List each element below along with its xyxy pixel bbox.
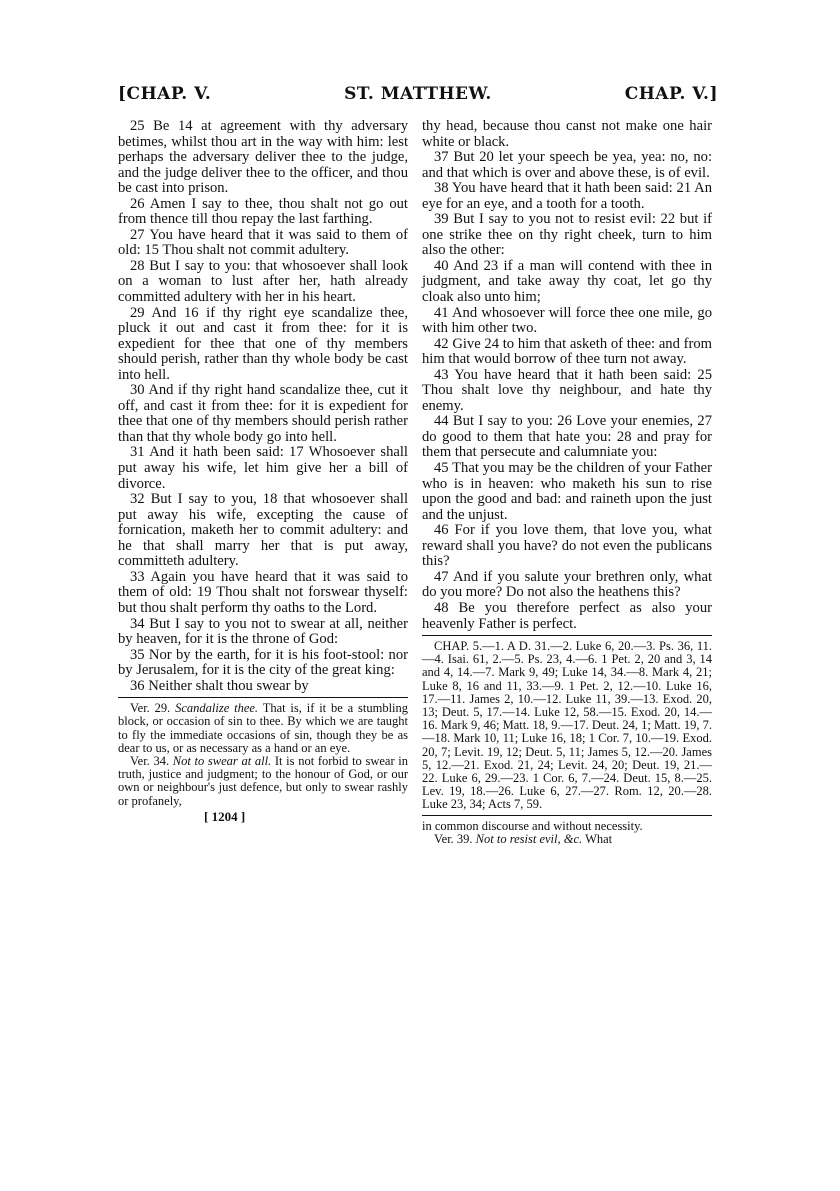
footnote (422, 833, 712, 846)
verse: 34 But I say to you not to swear at all, neither by heaven, for it is the throne of God: (118, 615, 408, 648)
notes-divider (422, 815, 712, 816)
verse: 45 That you may be the children of your Father who is in heaven: who maketh his sun to rise upon the good and bad: and raineth upon the just and the unjust. (422, 460, 712, 523)
footnote-verse-ref: Ver. 39. (434, 831, 473, 846)
verse: 39 But I say to you not to resist evil: 22 but if one strike thee on thy right cheek, turn to him also the other: (422, 211, 712, 259)
verse: 33 Again you have heard that it was said to them of old: 19 Thou shalt not forswear thyself: but thou shalt perform thy oaths to the Lord. (118, 568, 408, 616)
verse: 30 And if thy right hand scandalize thee, cut it off, and cast it from thee: for it is expedient for thee that one of thy members should perish rather than that thy whole body go into hell. (118, 382, 408, 445)
footnotes-continued (422, 820, 712, 846)
footnote-text: What (585, 831, 613, 846)
verse: 41 And whosoever will force thee one mile, go with him other two. (422, 304, 712, 337)
footnote-verse-ref: Ver. 34. (130, 754, 170, 769)
footnote-verse-ref: Ver. 29. (130, 701, 171, 716)
footnote-phrase: Not to resist evil, &c. (475, 831, 583, 846)
right-column (422, 119, 712, 846)
references-divider (422, 635, 712, 636)
running-header (118, 84, 718, 114)
footnotes (118, 702, 408, 808)
verse: 47 And if you salute your brethren only, what do you more? Do not also the heathens this? (422, 568, 712, 601)
verse: 36 Neither shalt thou swear by (130, 677, 309, 694)
footnote-continuation: in common discourse and without necessity. (422, 818, 643, 833)
header-right: CHAP. V.] (624, 84, 718, 104)
verse: 44 But I say to you: 26 Love your enemies, 27 do good to them that hate you: 28 and pray for them that persecute and calumniate you: (422, 413, 712, 461)
verse: 26 Amen I say to thee, thou shalt not go out from thence till thou repay the last farthing. (118, 195, 408, 228)
verse: 40 And 23 if a man will contend with thee in judgment, and take away thy coat, let go thy cloak also unto him; (422, 257, 712, 306)
verse: 27 You have heard that it was said to them of old: 15 Thou shalt not commit adultery. (118, 226, 408, 259)
verse: 31 And it hath been said: 17 Whosoever shall put away his wife, let him give her a bill of divorce. (118, 444, 408, 492)
verse: thy head, because thou canst not make one hair white or black. (422, 118, 712, 150)
verse: 46 For if you love them, that love you, what reward shall you have? do not even the publicans this? (422, 522, 712, 570)
page-number: [ 1204 ] (204, 808, 246, 824)
footnote (118, 755, 408, 808)
footnote (118, 702, 408, 755)
verse: 35 Nor by the earth, for it is his foot-stool: nor by Jerusalem, for it is the city of the great king: (118, 646, 408, 679)
verse: 42 Give 24 to him that asketh of thee: and from him that would borrow of thee turn not away. (422, 335, 712, 368)
footnote-divider (118, 697, 408, 698)
footnote-text: It is not forbid to swear in truth, justice and judgment; to the honour of God, or our own or neighbour's just defence, but only to swear rashly or profanely, (118, 754, 409, 808)
verse: 32 But I say to you, 18 that whosoever shall put away his wife, excepting the cause of fornication, maketh her to commit adultery: and he that shall marry her that is put away, committeth adultery. (118, 491, 408, 570)
left-column (118, 119, 408, 824)
verse: 38 You have heard that it hath been said: 21 An eye for an eye, and a tooth for a tooth. (422, 180, 712, 212)
header-center: ST. MATTHEW. (344, 84, 492, 104)
verse: 28 But I say to you: that whosoever shall look on a woman to lust after her, hath already committed adultery with her in his heart. (118, 257, 408, 306)
verse: 37 But 20 let your speech be yea, yea: no, no: and that which is over and above these, is of evil. (422, 149, 712, 181)
verse: 48 Be you therefore perfect as also your heavenly Father is perfect. (422, 599, 712, 632)
verse: 25 Be 14 at agreement with thy adversary betimes, whilst thou art in the way with him: lest perhaps the adversary deliver thee to the judge, and the judge deliver thee to the officer, and thou be cast into prison. (118, 118, 408, 197)
footnote-phrase: Not to swear at all. (172, 754, 272, 769)
verse: 43 You have heard that it hath been said: 25 Thou shalt love thy neighbour, and hate thy enemy. (422, 366, 712, 414)
footnote-phrase: Scandalize thee. (175, 701, 259, 716)
cross-references: CHAP. 5.—1. A D. 31.—2. Luke 6, 20.—3. Ps. 36, 11.—4. Isai. 61, 2.—5. Ps. 23, 4.—6. 1 Pet. 2, 20 and 3, 14 and 4, 14.—7. Mark 9, 49; Luke 14, 34.—8. Mark 4, 21; Luke 8, 16 and 11, 33.—9. 1 Pet. 2, 12.—10. Luke 16, 17.—11. James 2, 10.—12. Luke 11, 39.—13. Exod. 20, 13; Deut. 5, 17.—14. Luke 12, 58.—15. Exod. 20, 14.—16. Mark 9, 46; Matt. 18, 9.—17. Deut. 24, 1; Matt. 19, 7.—18. Mark 10, 11; Luke 16, 18; 1 Cor. 7, 10.—19. Exod. 20, 7; Levit. 19, 12; Deut. 5, 11; James 5, 12.—20. James 5, 12.—21. Exod. 21, 24; Levit. 24, 20; Deut. 19, 21.—22. Luke 6, 29.—23. 1 Cor. 6, 7.—24. Deut. 15, 8.—25. Lev. 19, 18.—26. Luke 6, 27.—27. Rom. 12, 20.—28. Luke 23, 34; Acts 7, 59. (422, 639, 712, 812)
header-left: [CHAP. V. (118, 84, 212, 104)
footnote-text: That is, if it be a stumbling block, or occasion of sin to thee. By which we are taught to fly the immediate occasions of sin, though they be as dear to us, or as necessary as a hand or an eye. (118, 701, 409, 755)
verse: 29 And 16 if thy right eye scandalize thee, pluck it out and cast it from thee: for it is expedient for thee that one of thy members should perish, rather than thy whole body be cast into hell. (118, 304, 408, 383)
